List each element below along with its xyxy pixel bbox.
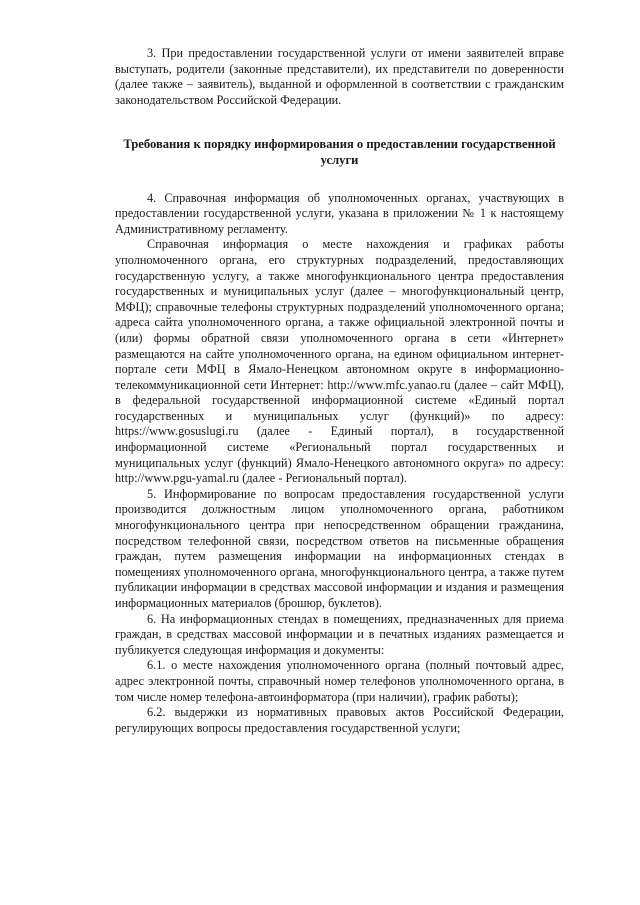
paragraph-6-1: 6.1. о месте нахождения уполномоченного органа (полный почтовый адрес, адрес электронной почты, справочный номер телефонов уполномоченного органа, в том числе номер телефона-автоинформатора (при наличии), график работы);	[115, 658, 564, 704]
paragraph-3: 3. При предоставлении государственной услуги от имени заявителей вправе выступать, родители (законные представители), их представители по доверенности (далее также – заявитель), выданной и оформленной в соответствии с гражданским законодательством Российской Федерации.	[115, 46, 564, 107]
paragraph-5: 5. Информирование по вопросам предоставления государственной услуги производится должностным лицом уполномоченного органа, работником многофункционального центра при непосредственном обращении гражданина, посредством телефонной связи, посредством ответов на письменные обращения граждан, путем размещения информации на информационных стендах в помещениях уполномоченного органа, многофункционального центра, а также путем публикации информации в средствах массовой информации и издания и размещения информационных материалов (брошюр, буклетов).	[115, 486, 564, 610]
paragraph-reference-info: Справочная информация о месте нахождения и графиках работы уполномоченного органа, его структурных подразделений, предоставляющих государственную услугу, а также многофункционального центра предоставления государственных и муниципальных услуг (далее – многофункциональный центр, МФЦ); справочные телефоны структурных подразделений уполномоченного органа; адреса сайта уполномоченного органа, а также официальной электронной почты и (или) формы обратной связи уполномоченного органа в сети «Интернет» размещаются на сайте уполномоченного органа, на едином официальном интернет-портале сети МФЦ в Ямало-Ненецком автономном округе в информационно-телекоммуникационной сети Интернет: http://www.mfc.yanao.ru (далее – сайт МФЦ), в федеральной государственной информационной системе «Единый портал государственных и муниципальных услуг (функций)» по адресу: https://www.gosuslugi.ru (далее - Единый портал), в государственной информационной системе «Региональный портал государственных и муниципальных услуг (функций) Ямало-Ненецкого автономного округа» по адресу: http://www.pgu-yamal.ru (далее - Региональный портал).	[115, 237, 564, 486]
paragraph-4: 4. Справочная информация об уполномоченных органах, участвующих в предоставлении государственной услуги, указана в приложении № 1 к настоящему Административному регламенту.	[115, 190, 564, 236]
section-heading: Требования к порядку информирования о предоставлении государственной услуги	[123, 137, 556, 167]
document-page	[115, 46, 564, 736]
paragraph-6: 6. На информационных стендах в помещениях, предназначенных для приема граждан, в средствах массовой информации и в печатных изданиях размещается и публикуется следующая информация и документы:	[115, 611, 564, 657]
paragraph-6-2: 6.2. выдержки из нормативных правовых актов Российской Федерации, регулирующих вопросы предоставления государственной услуги;	[115, 705, 564, 735]
